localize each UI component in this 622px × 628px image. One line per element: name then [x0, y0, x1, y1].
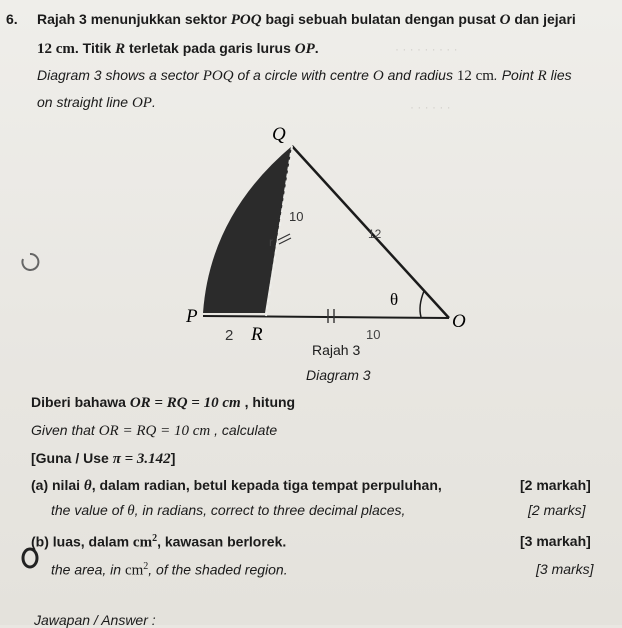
text: , hitung [244, 394, 296, 410]
theta-symbol: θ [83, 478, 92, 494]
handwritten-two: 2 [225, 327, 234, 344]
handwritten-ten-top: 10 [289, 209, 304, 224]
question-number: 6. [6, 11, 18, 27]
part-a-mark-ms: [2 markah] [520, 477, 591, 493]
given-equation: OR = RQ = 10 cm [129, 395, 241, 411]
margin-circle-mark [18, 250, 42, 274]
part-a-en [51, 502, 405, 520]
text: , of the shaded region. [148, 561, 288, 578]
given-en [31, 422, 277, 440]
symbol-op: OP [294, 41, 315, 57]
text: , in radians, correct to three decimal places, [134, 502, 406, 518]
symbol-o: O [499, 12, 511, 28]
text: the area, in [51, 561, 122, 578]
part-a-ms [31, 477, 442, 495]
label-o: O [452, 311, 466, 332]
theta-symbol: θ [127, 503, 135, 519]
symbol-o: O [372, 68, 384, 84]
unit-cm: cm [132, 534, 153, 551]
text: Rajah 3 menunjukkan sektor [37, 11, 227, 27]
symbol-poq: POQ [202, 68, 234, 84]
line-po [203, 316, 449, 318]
label-r: R [251, 324, 263, 345]
caption-ms: Rajah 3 [312, 342, 361, 358]
text: . [151, 94, 156, 110]
text: and radius [387, 67, 453, 83]
pi-value: π = 3.142 [112, 451, 171, 467]
symbol-op: OP [131, 95, 152, 111]
part-b-ms [31, 533, 286, 552]
part-b-en [51, 561, 288, 580]
radius-value: 12 cm [37, 41, 75, 57]
part-b-mark-ms: [3 markah] [520, 533, 591, 549]
text: , calculate [214, 422, 278, 438]
text: bagi sebuah bulatan dengan pusat [265, 11, 496, 27]
handwritten-twelve: 12 [368, 227, 382, 241]
given-equation: OR = RQ = 10 cm [98, 423, 211, 439]
text: the value of [51, 502, 124, 518]
label-q: Q [272, 124, 286, 145]
radius-value: 12 cm [456, 68, 494, 84]
handwritten-r-mark: r [269, 235, 273, 249]
text: (b) luas, dalam [31, 533, 130, 550]
unit-sup: 2 [152, 533, 158, 544]
part-a-mark-en: [2 marks] [528, 502, 586, 518]
text: . Point [493, 67, 534, 83]
text: dan jejari [514, 11, 576, 27]
text: Diagram 3 shows a sector [37, 67, 199, 83]
text: , dalam radian, betul kepada tiga tempat perpuluhan, [91, 477, 442, 493]
text: (a) nilai [31, 477, 81, 493]
caption-en: Diagram 3 [306, 367, 371, 383]
symbol-poq: POQ [230, 12, 262, 28]
margin-punch-mark [18, 544, 44, 574]
text: Diberi bahawa [31, 394, 126, 410]
label-p: P [186, 306, 198, 327]
unit-sup: 2 [143, 561, 149, 572]
text: [Guna / Use [31, 450, 109, 466]
label-theta: θ [390, 290, 399, 309]
handwritten-ten-bottom: 10 [366, 327, 381, 342]
given-ms [31, 394, 295, 412]
part-b-mark-en: [3 marks] [536, 561, 594, 577]
bleed-through-text: · · · · · · [410, 100, 451, 114]
use-pi-line [31, 450, 175, 468]
text: terletak pada garis lurus [129, 40, 291, 56]
text: lies [550, 67, 572, 83]
text: . Titik [74, 40, 112, 56]
text: Given that [31, 422, 95, 438]
bleed-through-text: · · · · · · · · · [395, 42, 458, 56]
text: ] [170, 450, 176, 466]
text: on straight line [37, 94, 129, 110]
angle-arc [420, 291, 424, 317]
text: . [314, 40, 319, 56]
text: , kawasan berlorek. [157, 533, 287, 550]
unit-cm: cm [124, 562, 144, 579]
symbol-r: R [115, 41, 126, 57]
answer-label: Jawapan / Answer : [34, 612, 156, 628]
symbol-r: R [537, 68, 547, 84]
text: of a circle with centre [237, 67, 369, 83]
